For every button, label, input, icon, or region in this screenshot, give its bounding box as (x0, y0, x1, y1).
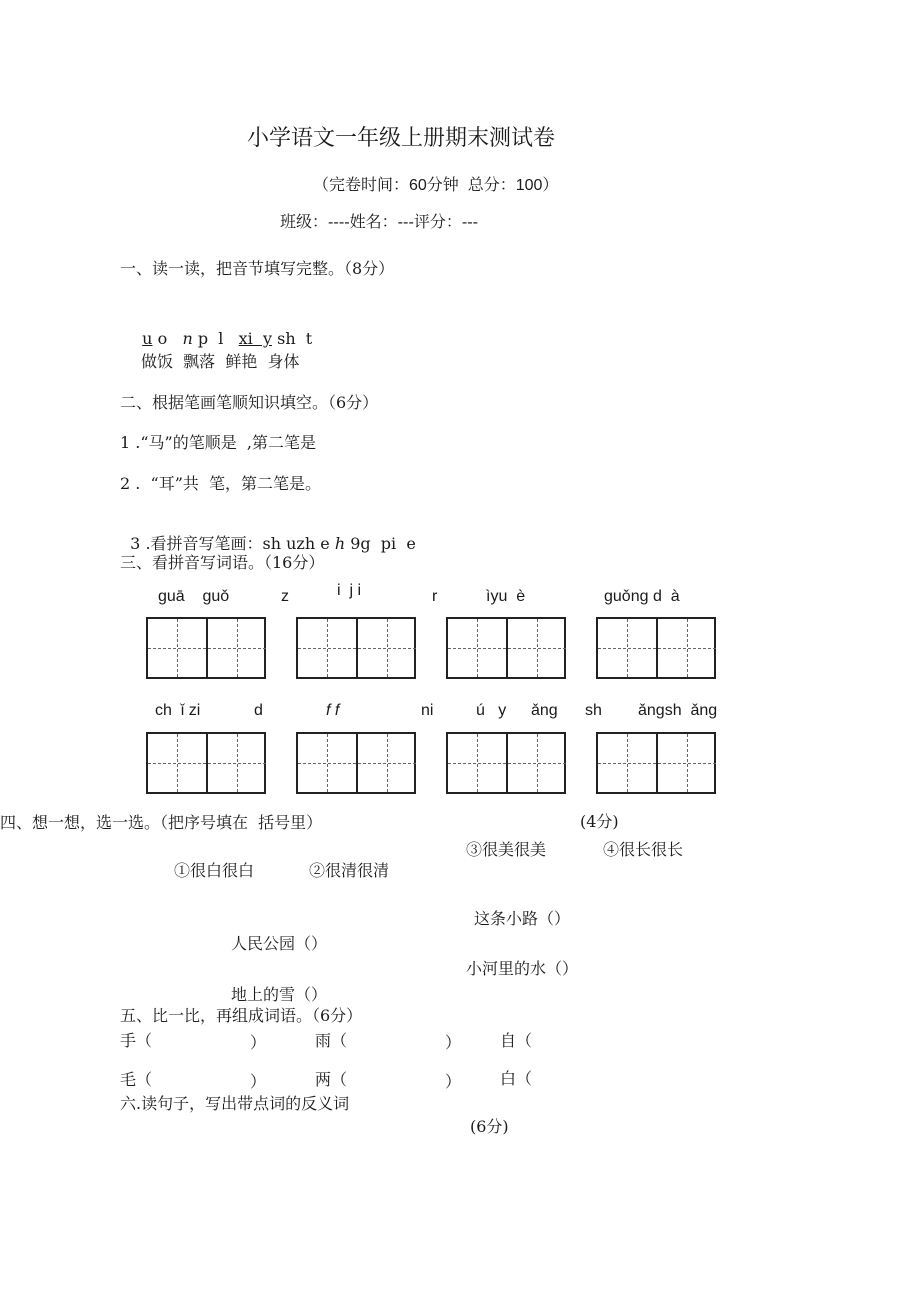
writing-grid[interactable] (596, 617, 716, 679)
word-blank: 雨（ (315, 1031, 348, 1050)
grid-cell[interactable] (508, 619, 566, 677)
option-2: ②很清很清 (309, 861, 390, 880)
word-blank-close: ） (250, 1072, 267, 1091)
pinyin-part: sh t (272, 329, 313, 348)
pinyin-label: ǎnɡsh ǎnɡ (638, 702, 718, 719)
word-blank-close: ） (445, 1072, 462, 1091)
grid-cell[interactable] (448, 734, 508, 792)
writing-grid[interactable] (296, 732, 416, 794)
pinyin-label: sh (585, 702, 602, 719)
section-4-score: (4分) (580, 812, 619, 831)
pinyin-label: ú y (476, 702, 507, 719)
grid-cell[interactable] (358, 619, 416, 677)
q3-part: h (334, 534, 346, 553)
pinyin-label: ǎng (531, 702, 558, 719)
pinyin-line (132, 309, 312, 349)
word-blank: 手（ (120, 1031, 153, 1050)
pinyin-label: r (432, 588, 438, 605)
grid-cell[interactable] (148, 734, 208, 792)
grid-cell[interactable] (598, 619, 658, 677)
section-3-heading: 三、看拼音写词语。（16分） (120, 553, 325, 572)
student-info-line: 班级：----姓名：---评分：--- (280, 212, 479, 231)
grid-cell[interactable] (208, 734, 266, 792)
question-2-1: 1 .“马”的笔顺是 ,第二笔是 (120, 433, 316, 452)
option-4: ④很长很长 (603, 840, 684, 859)
word-blank: 毛（ (120, 1070, 153, 1089)
exam-info: （完卷时间：60分钟 总分：100） (313, 177, 559, 194)
pinyin-part: xi y (238, 329, 273, 348)
pinyin-label: f f (326, 702, 340, 719)
grid-cell[interactable] (448, 619, 508, 677)
pinyin-label: ni (421, 702, 434, 719)
section-4-heading: 四、想一想，选一选。（把序号填在 括号里） (0, 813, 323, 832)
section-6-heading: 六.读句子，写出带点词的反义词 (120, 1094, 350, 1113)
question-2-2: 2 . “耳”共 笔，第二笔是。 (120, 474, 322, 493)
word-blank-close: ） (250, 1033, 267, 1052)
grid-cell[interactable] (358, 734, 416, 792)
word-blank-close: ） (445, 1033, 462, 1052)
pinyin-part: o (152, 329, 183, 348)
option-1: ①很白很白 (174, 861, 255, 880)
grid-cell[interactable] (298, 619, 358, 677)
pinyin-label: i j i (337, 582, 361, 599)
grid-cell[interactable] (658, 734, 716, 792)
grid-cell[interactable] (658, 619, 716, 677)
section-5-heading: 五、比一比，再组成词语。（6分） (120, 1006, 363, 1025)
question-road: 这条小路（） (474, 909, 571, 928)
grid-cell[interactable] (208, 619, 266, 677)
section-6-score: (6分) (470, 1117, 509, 1136)
writing-grid[interactable] (596, 732, 716, 794)
page-title: 小学语文一年级上册期末测试卷 (247, 126, 556, 151)
word-blank: 白（ (500, 1069, 533, 1088)
pinyin-label: ɡuǒnɡ d à (604, 588, 680, 605)
writing-grid[interactable] (146, 617, 266, 679)
grid-cell[interactable] (598, 734, 658, 792)
question-river: 小河里的水（） (466, 959, 579, 978)
question-2-3 (120, 514, 416, 554)
pinyin-label: ɡuā ɡuǒ (158, 588, 230, 605)
word-blank: 自（ (500, 1031, 533, 1050)
writing-grid[interactable] (296, 617, 416, 679)
q3-part: 3 .看拼音写笔画：sh uzh e (130, 534, 335, 553)
grid-cell[interactable] (148, 619, 208, 677)
pinyin-label: z (281, 588, 289, 605)
pinyin-label: d (254, 702, 263, 719)
question-park: 人民公园（） (231, 934, 328, 953)
question-snow: 地上的雪（） (231, 985, 328, 1004)
pinyin-label: ìyu è (486, 588, 526, 605)
section-1-heading: 一、读一读，把音节填写完整。（8分） (120, 259, 395, 278)
writing-grid[interactable] (146, 732, 266, 794)
word-list: 做饭 飘落 鲜艳 身体 (141, 352, 300, 371)
writing-grid[interactable] (446, 617, 566, 679)
option-3: ③很美很美 (466, 840, 547, 859)
grid-cell[interactable] (298, 734, 358, 792)
pinyin-part: u (142, 329, 153, 348)
q3-part: 9g pi e (345, 534, 416, 553)
pinyin-part: p l (192, 329, 239, 348)
word-blank: 两（ (315, 1070, 348, 1089)
pinyin-part: n (182, 329, 193, 348)
section-2-heading: 二、根据笔画笔顺知识填空。（6分） (120, 393, 379, 412)
pinyin-label: ch ǐ zi (155, 702, 201, 719)
writing-grid[interactable] (446, 732, 566, 794)
grid-cell[interactable] (508, 734, 566, 792)
